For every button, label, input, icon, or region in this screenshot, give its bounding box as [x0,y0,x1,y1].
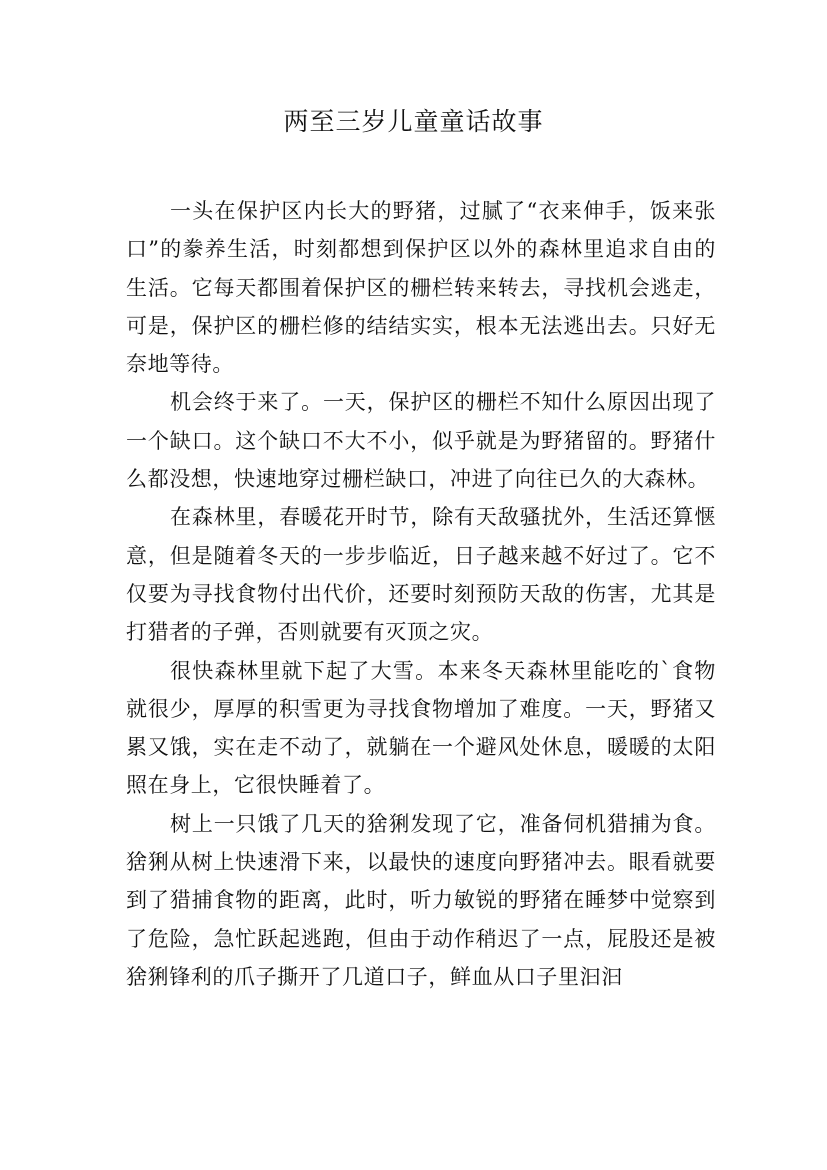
paragraph: 机会终于来了。一天，保护区的栅栏不知什么原因出现了一个缺口。这个缺口不大不小，似乎就是为野猪留的。野猪什么都没想，快速地穿过栅栏缺口，冲进了向往已久的大森林。 [126,390,716,492]
document-body [126,192,716,996]
document-title: 两至三岁儿童童话故事 [283,107,544,136]
paragraph: 树上一只饿了几天的猞猁发现了它，准备伺机猎捕为食。猞猁从树上快速滑下来，以最快的速度向野猪冲去。眼看就要到了猎捕食物的距离，此时，听力敏锐的野猪在睡梦中觉察到了危险，急忙跃起逃跑，但由于动作稍迟了一点，屁股还是被猞猁锋利的爪子撕开了几道口子，鲜血从口子里汩汩 [126,811,716,989]
paragraph: 一头在保护区内长大的野猪，过腻了“衣来伸手，饭来张口”的豢养生活，时刻都想到保护区以外的森林里追求自由的生活。它每天都围着保护区的栅栏转来转去，寻找机会逃走，可是，保护区的栅栏修的结结实实，根本无法逃出去。只好无奈地等待。 [126,199,716,377]
paragraph: 很快森林里就下起了大雪。本来冬天森林里能吃的`食物就很少，厚厚的积雪更为寻找食物增加了难度。一天，野猪又累又饿，实在走不动了，就躺在一个避风处休息，暖暖的太阳照在身上，它很快睡着了。 [126,658,716,798]
paragraph: 在森林里，春暖花开时节，除有天敌骚扰外，生活还算惬意，但是随着冬天的一步步临近，日子越来越不好过了。它不仅要为寻找食物付出代价，还要时刻预防天敌的伤害，尤其是打猎者的子弹，否则就要有灭顶之灾。 [126,505,716,645]
